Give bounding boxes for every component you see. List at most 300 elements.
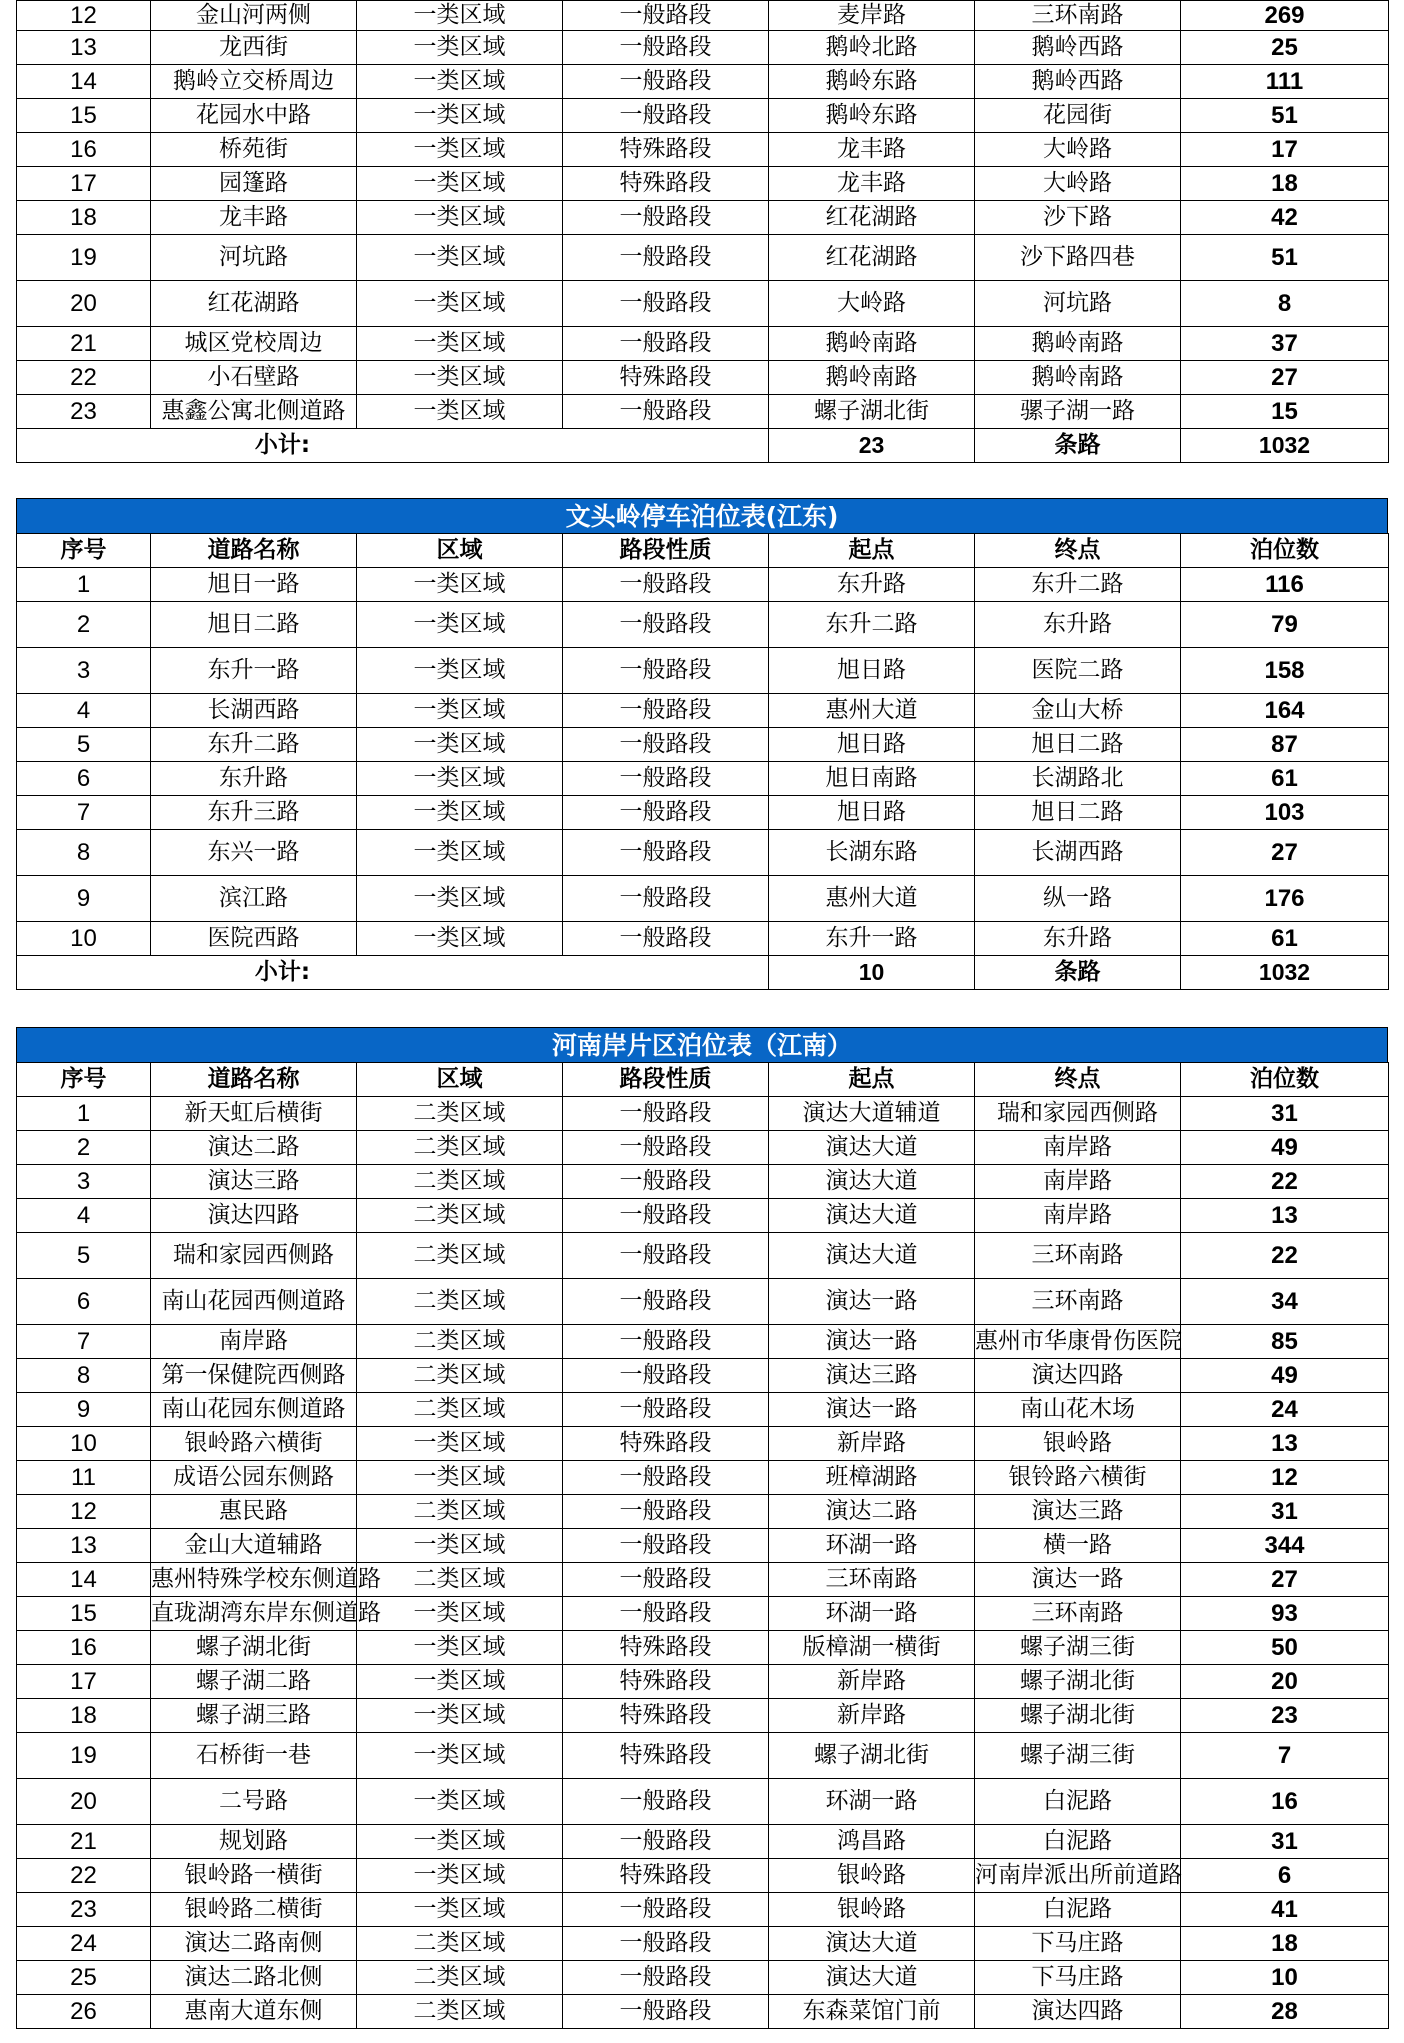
end-point-cell: 南山花木场 <box>975 1393 1181 1427</box>
row-index-cell: 6 <box>17 1279 151 1325</box>
table-row <box>17 1359 1389 1393</box>
table-row <box>17 1961 1389 1995</box>
road-name-cell: 银岭路一横街 <box>151 1859 357 1893</box>
end-point-cell: 螺子湖北街 <box>975 1665 1181 1699</box>
subtotal-berth-total: 1032 <box>1181 956 1389 990</box>
segment-type-cell: 一般路段 <box>563 1165 769 1199</box>
segment-type-cell: 一般路段 <box>563 1279 769 1325</box>
table-row <box>17 1495 1389 1529</box>
subtotal-unit: 条路 <box>975 429 1181 463</box>
road-name-cell: 螺子湖北街 <box>151 1631 357 1665</box>
road-name-cell: 演达二路 <box>151 1131 357 1165</box>
start-point-cell: 鹅岭东路 <box>769 65 975 99</box>
segment-type-cell: 一般路段 <box>563 694 769 728</box>
road-name-cell: 园篷路 <box>151 167 357 201</box>
start-point-cell: 演达一路 <box>769 1393 975 1427</box>
header-index: 序号 <box>17 534 151 568</box>
segment-type-cell: 一般路段 <box>563 1961 769 1995</box>
berth-count-cell: 13 <box>1181 1427 1389 1461</box>
start-point-cell: 螺子湖北街 <box>769 1733 975 1779</box>
segment-type-cell: 一般路段 <box>563 1927 769 1961</box>
berth-count-cell: 61 <box>1181 762 1389 796</box>
berth-count-cell: 27 <box>1181 361 1389 395</box>
start-point-cell: 演达大道 <box>769 1199 975 1233</box>
road-name-cell: 鹅岭立交桥周边 <box>151 65 357 99</box>
table-row <box>17 1279 1389 1325</box>
row-index-cell: 19 <box>17 235 151 281</box>
zone-cell: 一类区域 <box>357 1529 563 1563</box>
end-point-cell: 骡子湖一路 <box>975 395 1181 429</box>
road-name-cell: 旭日二路 <box>151 602 357 648</box>
road-name-cell: 长湖西路 <box>151 694 357 728</box>
berth-count-cell: 87 <box>1181 728 1389 762</box>
start-point-cell: 东森菜馆门前 <box>769 1995 975 2029</box>
end-point-cell: 纵一路 <box>975 876 1181 922</box>
end-point-cell: 河南岸派出所前道路 <box>975 1859 1181 1893</box>
segment-type-cell: 一般路段 <box>563 830 769 876</box>
segment-type-cell: 一般路段 <box>563 876 769 922</box>
table-row <box>17 1927 1389 1961</box>
segment-type-cell: 一般路段 <box>563 1131 769 1165</box>
berth-count-cell: 50 <box>1181 1631 1389 1665</box>
berth-count-cell: 176 <box>1181 876 1389 922</box>
table-row <box>17 648 1389 694</box>
start-point-cell: 惠州大道 <box>769 876 975 922</box>
berth-count-cell: 49 <box>1181 1359 1389 1393</box>
row-index-cell: 23 <box>17 1893 151 1927</box>
road-name-cell: 龙西街 <box>151 31 357 65</box>
segment-type-cell: 特殊路段 <box>563 1665 769 1699</box>
header-segment-type: 路段性质 <box>563 1063 769 1097</box>
start-point-cell: 鹅岭南路 <box>769 327 975 361</box>
zone-cell: 二类区域 <box>357 1131 563 1165</box>
row-index-cell: 12 <box>17 1 151 31</box>
table-row <box>17 1825 1389 1859</box>
zone-cell: 二类区域 <box>357 1359 563 1393</box>
header-end-point: 终点 <box>975 1063 1181 1097</box>
berth-count-cell: 8 <box>1181 281 1389 327</box>
header-segment-type: 路段性质 <box>563 534 769 568</box>
zone-cell: 一类区域 <box>357 1893 563 1927</box>
segment-type-cell: 一般路段 <box>563 1359 769 1393</box>
header-berth-count: 泊位数 <box>1181 534 1389 568</box>
start-point-cell: 旭日路 <box>769 648 975 694</box>
start-point-cell: 新岸路 <box>769 1665 975 1699</box>
row-index-cell: 22 <box>17 1859 151 1893</box>
start-point-cell: 旭日南路 <box>769 762 975 796</box>
zone-cell: 一类区域 <box>357 201 563 235</box>
row-index-cell: 24 <box>17 1927 151 1961</box>
segment-type-cell: 一般路段 <box>563 1995 769 2029</box>
start-point-cell: 螺子湖北街 <box>769 395 975 429</box>
berth-count-cell: 24 <box>1181 1393 1389 1427</box>
road-name-cell: 石桥街一巷 <box>151 1733 357 1779</box>
road-name-cell: 金山大道辅路 <box>151 1529 357 1563</box>
table-row <box>17 201 1389 235</box>
row-index-cell: 26 <box>17 1995 151 2029</box>
start-point-cell: 龙丰路 <box>769 133 975 167</box>
start-point-cell: 三环南路 <box>769 1563 975 1597</box>
table-row <box>17 1427 1389 1461</box>
road-name-cell: 旭日一路 <box>151 568 357 602</box>
start-point-cell: 演达大道 <box>769 1233 975 1279</box>
segment-type-cell: 一般路段 <box>563 1495 769 1529</box>
parking-table-1 <box>16 0 1389 463</box>
row-index-cell: 3 <box>17 648 151 694</box>
start-point-cell: 环湖一路 <box>769 1597 975 1631</box>
end-point-cell: 东升二路 <box>975 568 1181 602</box>
table-row <box>17 327 1389 361</box>
row-index-cell: 17 <box>17 167 151 201</box>
berth-count-cell: 79 <box>1181 602 1389 648</box>
row-index-cell: 16 <box>17 133 151 167</box>
row-index-cell: 18 <box>17 201 151 235</box>
row-index-cell: 15 <box>17 99 151 133</box>
segment-type-cell: 特殊路段 <box>563 1699 769 1733</box>
header-zone: 区域 <box>357 534 563 568</box>
segment-type-cell: 一般路段 <box>563 65 769 99</box>
header-start-point: 起点 <box>769 534 975 568</box>
row-index-cell: 9 <box>17 876 151 922</box>
row-index-cell: 10 <box>17 1427 151 1461</box>
end-point-cell: 螺子湖北街 <box>975 1699 1181 1733</box>
end-point-cell: 南岸路 <box>975 1165 1181 1199</box>
berth-count-cell: 22 <box>1181 1233 1389 1279</box>
end-point-cell: 三环南路 <box>975 1597 1181 1631</box>
table-row <box>17 31 1389 65</box>
start-point-cell: 鹅岭东路 <box>769 99 975 133</box>
row-index-cell: 18 <box>17 1699 151 1733</box>
table-row <box>17 1563 1389 1597</box>
row-index-cell: 5 <box>17 1233 151 1279</box>
berth-count-cell: 20 <box>1181 1665 1389 1699</box>
berth-count-cell: 41 <box>1181 1893 1389 1927</box>
row-index-cell: 3 <box>17 1165 151 1199</box>
table-row <box>17 281 1389 327</box>
road-name-cell: 惠民路 <box>151 1495 357 1529</box>
parking-table-2 <box>16 533 1389 990</box>
row-index-cell: 13 <box>17 1529 151 1563</box>
berth-count-cell: 51 <box>1181 235 1389 281</box>
header-road-name: 道路名称 <box>151 534 357 568</box>
subtotal-row <box>17 956 1389 990</box>
segment-type-cell: 一般路段 <box>563 648 769 694</box>
segment-type-cell: 一般路段 <box>563 1325 769 1359</box>
start-point-cell: 演达一路 <box>769 1279 975 1325</box>
row-index-cell: 8 <box>17 1359 151 1393</box>
table-row <box>17 728 1389 762</box>
table-row <box>17 361 1389 395</box>
road-name-cell: 城区党校周边 <box>151 327 357 361</box>
start-point-cell: 东升路 <box>769 568 975 602</box>
segment-type-cell: 一般路段 <box>563 31 769 65</box>
zone-cell: 二类区域 <box>357 1279 563 1325</box>
start-point-cell: 银岭路 <box>769 1893 975 1927</box>
zone-cell: 一类区域 <box>357 281 563 327</box>
road-name-cell: 直珑湖湾东岸东侧道路 <box>151 1597 357 1631</box>
table-row <box>17 1325 1389 1359</box>
berth-count-cell: 51 <box>1181 99 1389 133</box>
zone-cell: 二类区域 <box>357 1233 563 1279</box>
end-point-cell: 鹅岭南路 <box>975 361 1181 395</box>
berth-count-cell: 31 <box>1181 1825 1389 1859</box>
end-point-cell: 鹅岭西路 <box>975 65 1181 99</box>
berth-count-cell: 25 <box>1181 31 1389 65</box>
segment-type-cell: 特殊路段 <box>563 167 769 201</box>
table-row <box>17 602 1389 648</box>
table-row <box>17 395 1389 429</box>
zone-cell: 一类区域 <box>357 327 563 361</box>
road-name-cell: 东升三路 <box>151 796 357 830</box>
zone-cell: 一类区域 <box>357 167 563 201</box>
table-title-henanan: 河南岸片区泊位表（江南） <box>16 1027 1388 1062</box>
zone-cell: 一类区域 <box>357 1461 563 1495</box>
road-name-cell: 二号路 <box>151 1779 357 1825</box>
start-point-cell: 演达大道 <box>769 1927 975 1961</box>
start-point-cell: 演达三路 <box>769 1359 975 1393</box>
zone-cell: 一类区域 <box>357 728 563 762</box>
table-row <box>17 762 1389 796</box>
table-row <box>17 167 1389 201</box>
table-row <box>17 1859 1389 1893</box>
end-point-cell: 东升路 <box>975 602 1181 648</box>
end-point-cell: 金山大桥 <box>975 694 1181 728</box>
zone-cell: 二类区域 <box>357 1199 563 1233</box>
header-start-point: 起点 <box>769 1063 975 1097</box>
road-name-cell: 银岭路六横街 <box>151 1427 357 1461</box>
road-name-cell: 成语公园东侧路 <box>151 1461 357 1495</box>
table-row <box>17 1233 1389 1279</box>
zone-cell: 一类区域 <box>357 133 563 167</box>
table-row <box>17 65 1389 99</box>
berth-count-cell: 37 <box>1181 327 1389 361</box>
end-point-cell: 三环南路 <box>975 1 1181 31</box>
road-name-cell: 东升二路 <box>151 728 357 762</box>
start-point-cell: 新岸路 <box>769 1427 975 1461</box>
road-name-cell: 演达二路南侧 <box>151 1927 357 1961</box>
end-point-cell: 南岸路 <box>975 1199 1181 1233</box>
start-point-cell: 惠州大道 <box>769 694 975 728</box>
table-row <box>17 568 1389 602</box>
berth-count-cell: 116 <box>1181 568 1389 602</box>
zone-cell: 一类区域 <box>357 99 563 133</box>
end-point-cell: 长湖路北 <box>975 762 1181 796</box>
table-row <box>17 1631 1389 1665</box>
end-point-cell: 医院二路 <box>975 648 1181 694</box>
segment-type-cell: 特殊路段 <box>563 1631 769 1665</box>
segment-type-cell: 一般路段 <box>563 281 769 327</box>
zone-cell: 一类区域 <box>357 796 563 830</box>
segment-type-cell: 一般路段 <box>563 1779 769 1825</box>
zone-cell: 一类区域 <box>357 922 563 956</box>
start-point-cell: 旭日路 <box>769 796 975 830</box>
road-name-cell: 银岭路二横街 <box>151 1893 357 1927</box>
start-point-cell: 红花湖路 <box>769 235 975 281</box>
end-point-cell: 惠州市华康骨伤医院 <box>975 1325 1181 1359</box>
row-index-cell: 4 <box>17 1199 151 1233</box>
start-point-cell: 大岭路 <box>769 281 975 327</box>
road-name-cell: 惠南大道东侧 <box>151 1995 357 2029</box>
header-road-name: 道路名称 <box>151 1063 357 1097</box>
start-point-cell: 演达大道 <box>769 1165 975 1199</box>
subtotal-berth-total: 1032 <box>1181 429 1389 463</box>
table-row <box>17 1097 1389 1131</box>
end-point-cell: 下马庄路 <box>975 1927 1181 1961</box>
zone-cell: 一类区域 <box>357 65 563 99</box>
road-name-cell: 螺子湖二路 <box>151 1665 357 1699</box>
header-row <box>17 1063 1389 1097</box>
row-index-cell: 1 <box>17 1097 151 1131</box>
end-point-cell: 鹅岭南路 <box>975 327 1181 361</box>
zone-cell: 一类区域 <box>357 830 563 876</box>
table-row <box>17 694 1389 728</box>
segment-type-cell: 一般路段 <box>563 327 769 361</box>
end-point-cell: 演达三路 <box>975 1495 1181 1529</box>
start-point-cell: 新岸路 <box>769 1699 975 1733</box>
table-row <box>17 1665 1389 1699</box>
zone-cell: 二类区域 <box>357 1563 563 1597</box>
table-row <box>17 1165 1389 1199</box>
berth-count-cell: 13 <box>1181 1199 1389 1233</box>
segment-type-cell: 特殊路段 <box>563 1733 769 1779</box>
zone-cell: 二类区域 <box>357 1995 563 2029</box>
road-name-cell: 南山花园东侧道路 <box>151 1393 357 1427</box>
end-point-cell: 演达四路 <box>975 1359 1181 1393</box>
zone-cell: 二类区域 <box>357 1165 563 1199</box>
table-row <box>17 922 1389 956</box>
segment-type-cell: 一般路段 <box>563 235 769 281</box>
zone-cell: 一类区域 <box>357 235 563 281</box>
table-row <box>17 1733 1389 1779</box>
berth-count-cell: 17 <box>1181 133 1389 167</box>
road-name-cell: 惠州特殊学校东侧道路 <box>151 1563 357 1597</box>
row-index-cell: 16 <box>17 1631 151 1665</box>
subtotal-label: 小计: <box>17 956 769 990</box>
segment-type-cell: 一般路段 <box>563 728 769 762</box>
end-point-cell: 南岸路 <box>975 1131 1181 1165</box>
table-section-2 <box>16 498 1388 990</box>
row-index-cell: 19 <box>17 1733 151 1779</box>
end-point-cell: 白泥路 <box>975 1893 1181 1927</box>
row-index-cell: 15 <box>17 1597 151 1631</box>
end-point-cell: 花园街 <box>975 99 1181 133</box>
row-index-cell: 2 <box>17 602 151 648</box>
road-name-cell: 第一保健院西侧路 <box>151 1359 357 1393</box>
zone-cell: 一类区域 <box>357 876 563 922</box>
zone-cell: 二类区域 <box>357 1495 563 1529</box>
zone-cell: 一类区域 <box>357 762 563 796</box>
berth-count-cell: 269 <box>1181 1 1389 31</box>
end-point-cell: 白泥路 <box>975 1779 1181 1825</box>
zone-cell: 一类区域 <box>357 1699 563 1733</box>
zone-cell: 二类区域 <box>357 1097 563 1131</box>
parking-table-3 <box>16 1062 1389 2029</box>
zone-cell: 一类区域 <box>357 395 563 429</box>
road-name-cell: 东升一路 <box>151 648 357 694</box>
row-index-cell: 12 <box>17 1495 151 1529</box>
table-title-wentouling: 文头岭停车泊位表(江东) <box>16 498 1388 533</box>
berth-count-cell: 31 <box>1181 1097 1389 1131</box>
end-point-cell: 瑞和家园西侧路 <box>975 1097 1181 1131</box>
segment-type-cell: 一般路段 <box>563 1393 769 1427</box>
segment-type-cell: 一般路段 <box>563 922 769 956</box>
subtotal-label: 小计: <box>17 429 769 463</box>
berth-count-cell: 7 <box>1181 1733 1389 1779</box>
berth-count-cell: 164 <box>1181 694 1389 728</box>
row-index-cell: 6 <box>17 762 151 796</box>
row-index-cell: 20 <box>17 281 151 327</box>
row-index-cell: 21 <box>17 327 151 361</box>
subtotal-road-count: 23 <box>769 429 975 463</box>
end-point-cell: 河坑路 <box>975 281 1181 327</box>
zone-cell: 一类区域 <box>357 1597 563 1631</box>
segment-type-cell: 一般路段 <box>563 1 769 31</box>
segment-type-cell: 一般路段 <box>563 602 769 648</box>
table-section-1 <box>16 0 1388 463</box>
segment-type-cell: 一般路段 <box>563 1597 769 1631</box>
start-point-cell: 龙丰路 <box>769 167 975 201</box>
zone-cell: 一类区域 <box>357 1427 563 1461</box>
road-name-cell: 东升路 <box>151 762 357 796</box>
berth-count-cell: 18 <box>1181 167 1389 201</box>
subtotal-road-count: 10 <box>769 956 975 990</box>
segment-type-cell: 一般路段 <box>563 568 769 602</box>
road-name-cell: 惠鑫公寓北侧道路 <box>151 395 357 429</box>
road-name-cell: 红花湖路 <box>151 281 357 327</box>
zone-cell: 二类区域 <box>357 1393 563 1427</box>
segment-type-cell: 一般路段 <box>563 99 769 133</box>
row-index-cell: 2 <box>17 1131 151 1165</box>
berth-count-cell: 18 <box>1181 1927 1389 1961</box>
row-index-cell: 21 <box>17 1825 151 1859</box>
berth-count-cell: 34 <box>1181 1279 1389 1325</box>
zone-cell: 一类区域 <box>357 694 563 728</box>
table-row <box>17 1461 1389 1495</box>
start-point-cell: 东升二路 <box>769 602 975 648</box>
table-row <box>17 1131 1389 1165</box>
berth-count-cell: 93 <box>1181 1597 1389 1631</box>
row-index-cell: 17 <box>17 1665 151 1699</box>
berth-count-cell: 27 <box>1181 830 1389 876</box>
header-zone: 区域 <box>357 1063 563 1097</box>
start-point-cell: 东升一路 <box>769 922 975 956</box>
end-point-cell: 银岭路 <box>975 1427 1181 1461</box>
berth-count-cell: 6 <box>1181 1859 1389 1893</box>
road-name-cell: 新天虹后横街 <box>151 1097 357 1131</box>
road-name-cell: 瑞和家园西侧路 <box>151 1233 357 1279</box>
zone-cell: 一类区域 <box>357 1859 563 1893</box>
subtotal-unit: 条路 <box>975 956 1181 990</box>
start-point-cell: 鸿昌路 <box>769 1825 975 1859</box>
table-row <box>17 133 1389 167</box>
end-point-cell: 横一路 <box>975 1529 1181 1563</box>
start-point-cell: 演达一路 <box>769 1325 975 1359</box>
road-name-cell: 东兴一路 <box>151 830 357 876</box>
start-point-cell: 班樟湖路 <box>769 1461 975 1495</box>
table-row <box>17 876 1389 922</box>
berth-count-cell: 42 <box>1181 201 1389 235</box>
segment-type-cell: 一般路段 <box>563 796 769 830</box>
start-point-cell: 红花湖路 <box>769 201 975 235</box>
end-point-cell: 银铃路六横街 <box>975 1461 1181 1495</box>
start-point-cell: 环湖一路 <box>769 1529 975 1563</box>
road-name-cell: 桥苑街 <box>151 133 357 167</box>
end-point-cell: 三环南路 <box>975 1279 1181 1325</box>
zone-cell: 一类区域 <box>357 361 563 395</box>
road-name-cell: 演达四路 <box>151 1199 357 1233</box>
table-row <box>17 1393 1389 1427</box>
row-index-cell: 14 <box>17 1563 151 1597</box>
